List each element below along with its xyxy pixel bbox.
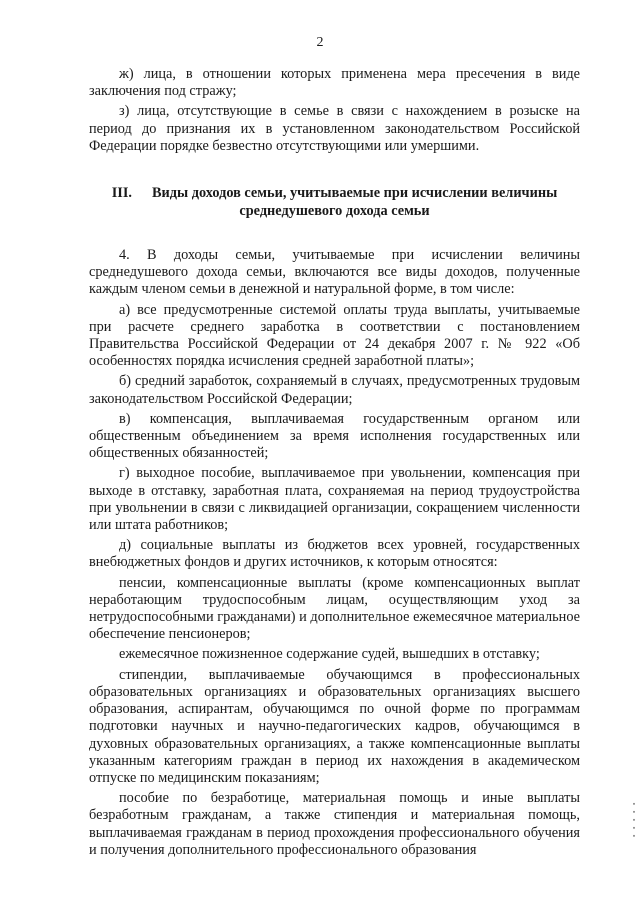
- section-heading: [89, 184, 580, 220]
- page-number: 2: [316, 35, 324, 50]
- paragraph-4: 4. В доходы семьи, учитываемые при исчислении величины среднедушевого дохода семьи, включаются все виды доходов, полученные каждым членом семьи в денежной и натуральной форме, в том числе:: [89, 247, 580, 298]
- section-title: Виды доходов семьи, учитываемые при исчислении величины среднедушевого дохода семьи: [151, 185, 558, 220]
- paragraph-z: з) лица, отсутствующие в семье в связи с нахождением в розыске на период до признания их в установленном законодательством Российской Федерации порядке безвестно отсутствующими или умершими.: [89, 103, 580, 154]
- paragraph-unemployment: пособие по безработице, материальная помощь и иные выплаты безработным гражданам, а также стипендия и материальная помощь, выплачиваемая гражданам в период прохождения профессионального обучения и получения дополнительного профессионального образования: [89, 790, 580, 858]
- paragraph-stipends: стипендии, выплачиваемые обучающимся в профессиональных образовательных организациях и образовательных организациях высшего образования, аспирантам, обучающимся по очной форме по программам подготовки научных и научно-педагогических кадров, обучающимся в духовных образовательных организациях, а также компенсационные выплаты указанным категориям граждан в период их нахождения в академическом отпуске по медицинским показаниям;: [89, 666, 580, 786]
- document-body: [89, 66, 580, 862]
- paragraph-pensions: пенсии, компенсационные выплаты (кроме компенсационных выплат неработающим трудоспособным лицам, осуществляющим уход за нетрудоспособными гражданами) и дополнительное ежемесячное материальное обеспечение пенсионеров;: [89, 574, 580, 643]
- paragraph-v: в) компенсация, выплачиваемая государственным органом или общественным объединением за время исполнения государственных или общественных обязанностей;: [89, 410, 580, 462]
- paragraph-g: г) выходное пособие, выплачиваемое при увольнении, компенсация при выходе в отставку, заработная плата, сохраняемая на период трудоустройства при увольнении в связи с ликвидацией организации, сокращением численности или штата работников;: [89, 465, 580, 534]
- section-number: III.: [111, 185, 132, 202]
- paragraph-a: а) все предусмотренные системой оплаты труда выплаты, учитываемые при расчете среднего заработка в соответствии с постановлением Правительства Российской Федерации от 24 декабря 2007 г. № 922 «Об особенностях порядка исчисления средней заработной платы»;: [89, 301, 580, 370]
- paragraph-d: д) социальные выплаты из бюджетов всех уровней, государственных внебюджетных фондов и других источников, к которым относятся:: [89, 537, 580, 571]
- scan-edge-mark: ▪▪▪▪▪: [630, 800, 638, 840]
- paragraph-judges: ежемесячное пожизненное содержание судей, вышедших в отставку;: [119, 646, 540, 663]
- paragraph-b: б) средний заработок, сохраняемый в случаях, предусмотренных трудовым законодательством Российской Федерации;: [89, 373, 580, 407]
- paragraph-zh: ж) лица, в отношении которых применена мера пресечения в виде заключения под стражу;: [89, 66, 580, 100]
